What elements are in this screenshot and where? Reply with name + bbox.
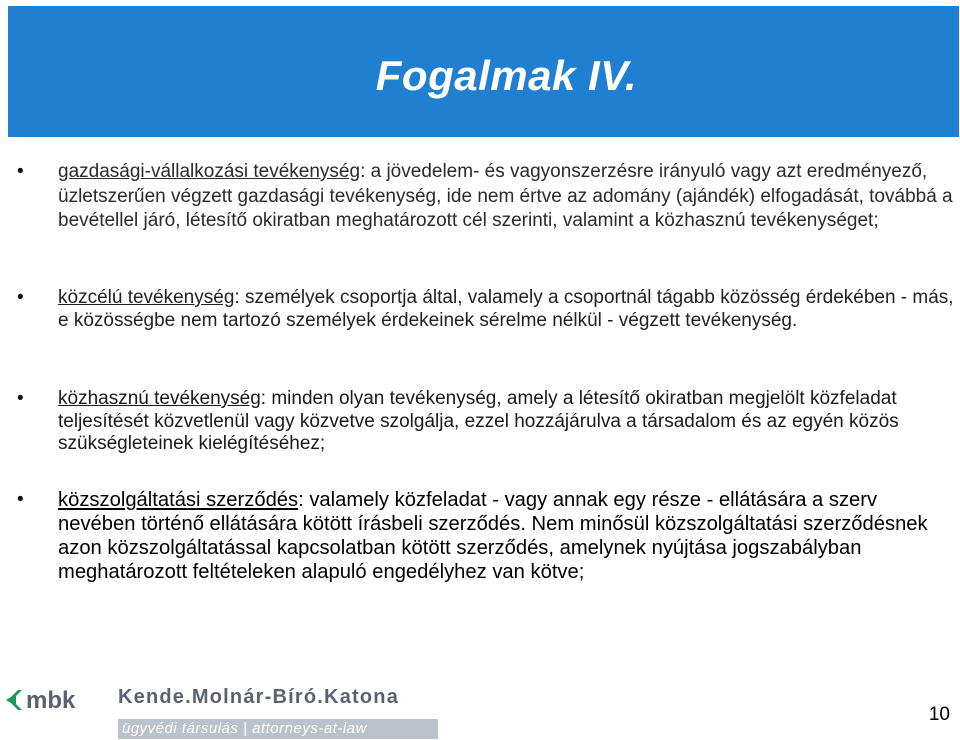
bullet-dot-icon: • <box>17 388 24 409</box>
mbk-logo-icon <box>4 686 112 714</box>
bullet-text: : személyek csoportja által, valamely a csoportnál tágabb közösség érdekében - más, e közösségbe nem tartozó személyek érdekeinek sérelme nélkül - végzett tevékenység. <box>58 287 954 331</box>
bullet-term: közszolgáltatási szerződés <box>58 489 299 511</box>
bullet-term: közhasznú tevékenység <box>58 388 261 409</box>
bullet-dot-icon: • <box>17 287 24 308</box>
bullet-dot-icon: • <box>17 489 24 510</box>
firm-name: Kende.Molnár-Bíró.Katona <box>118 686 400 708</box>
title-bar <box>8 6 959 137</box>
slide-title: Fogalmak IV. <box>375 52 637 99</box>
bullet-text: : valamely közfeladat - vagy annak egy része - ellátására a szerv nevében történő ellátására kötött írásbeli szerződés. Nem minősül közszolgáltatási szerződésnek azon közszolgáltatással kapcsolatban kötött szerződés, amelynek nyújtása jogszabályban meghatározott feltételeken alapuló engedélyhez van kötve; <box>58 489 928 583</box>
svg-text:mbk: mbk <box>26 687 76 714</box>
bullet-item <box>17 286 954 332</box>
page-number: 10 <box>928 704 950 725</box>
bullet-dot-icon: • <box>17 161 24 182</box>
bullet-term: közcélú tevékenység <box>58 287 235 308</box>
bullet-text: : a jövedelem- és vagyonszerzésre irányuló vagy azt eredményező, üzletszerűen végzett gazdasági tevékenység, ide nem értve az adomány (ajándék) elfogadását, továbbá a bevétellel járó, létesítő okiratban meghatározott cél szerinti, valamint a közhasznú tevékenységet; <box>58 161 953 231</box>
bullet-item <box>17 160 954 234</box>
bullet-item <box>17 488 954 584</box>
bullet-term: gazdasági-vállalkozási tevékenység <box>58 161 361 182</box>
bullet-item <box>17 388 954 456</box>
firm-subtitle: ügyvédi társulás | attorneys-at-law <box>122 720 367 737</box>
footer <box>0 680 960 740</box>
firm-subtitle-band <box>118 719 438 739</box>
bullet-text: : minden olyan tevékenység, amely a létesítő okiratban megjelölt közfeladat teljesítését közvetlenül vagy közvetve szolgálja, ezzel hozzájárulva a társadalom és az egyén közös szükségleteinek kielégítéséhez; <box>58 388 899 454</box>
